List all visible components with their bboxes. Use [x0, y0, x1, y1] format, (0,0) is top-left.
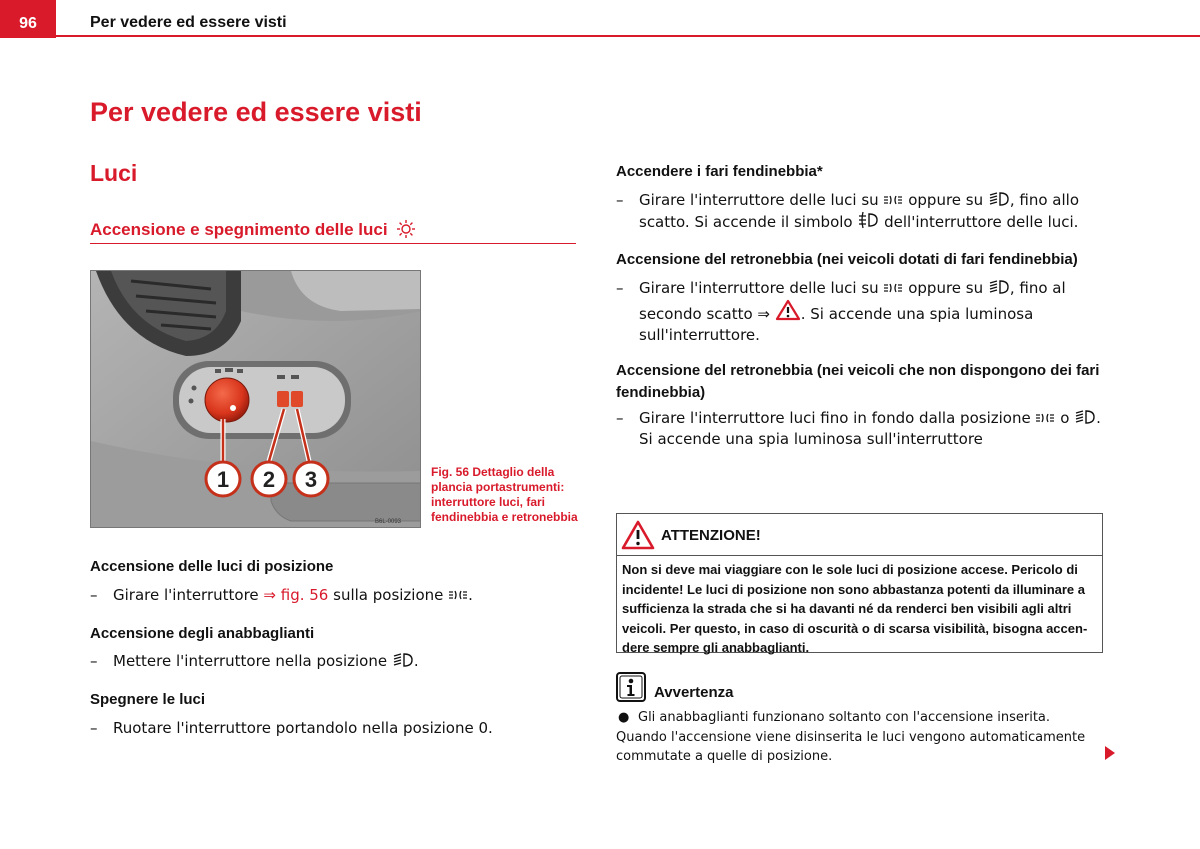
step-text: Ruotare l'interruttore portandolo nella posizione 0.	[113, 719, 493, 737]
note-text	[616, 708, 1102, 767]
next-page-arrow-icon[interactable]	[1104, 745, 1116, 761]
lights-off-step	[90, 718, 576, 739]
callout-2	[252, 462, 286, 496]
note-title: Avvertenza	[654, 684, 734, 701]
dash: –	[90, 652, 98, 670]
parking-light-icon	[883, 193, 903, 207]
low-beam-icon	[988, 191, 1010, 207]
fog-light-icon	[857, 211, 879, 229]
parking-light-icon	[883, 281, 903, 295]
step-text: Girare l'interruttore	[113, 586, 264, 604]
sun-icon	[396, 219, 416, 239]
step-text: oppure su	[903, 279, 988, 297]
warning-title: ATTENZIONE!	[661, 527, 761, 544]
note-body-text: Gli anabbaglianti funzionano soltanto con l'accensione inserita. Quando l'accensione viene disinserita le luci vengono automaticamente commutate a quelle di posizione.	[616, 710, 1086, 764]
callout-3	[294, 462, 328, 496]
parking-light-icon	[448, 588, 468, 602]
svg-text:2: 2	[262, 467, 276, 492]
header-rule	[56, 35, 1200, 37]
svg-text:1: 1	[216, 467, 230, 492]
rear-fog-step-2	[616, 408, 1102, 450]
callout-1	[206, 462, 240, 496]
dashboard-figure	[90, 270, 421, 528]
rear-fog-title-1: Accensione del retronebbia (nei veicoli dotati di fari fendinebbia)	[616, 251, 1078, 268]
dash: –	[616, 191, 624, 209]
dash: –	[616, 409, 624, 427]
parking-lights-title: Accensione delle luci di posizione	[90, 558, 334, 575]
warning-triangle-icon	[621, 520, 655, 550]
parking-lights-step	[90, 585, 576, 606]
page-title: Per vedere ed essere visti	[90, 97, 422, 127]
subsection-title-text: Accensione e spegnimento delle luci	[90, 220, 388, 239]
dash: –	[90, 719, 98, 737]
fog-lights-title: Accendere i fari fendinebbia*	[616, 163, 823, 180]
figure-caption: Fig. 56 Dettaglio della plancia portastrumenti: interruttore luci, fari fendinebbia e retronebbia	[431, 465, 578, 524]
fog-lights-step	[616, 190, 1102, 233]
low-beam-icon	[392, 652, 414, 668]
subsection-rule	[90, 243, 576, 244]
step-text: . Si accende una spia luminosa sull'interruttore.	[639, 305, 1034, 344]
step-text: dell'interruttore delle luci.	[879, 213, 1079, 231]
bullet: ●	[618, 710, 630, 725]
parking-light-icon	[1035, 411, 1055, 425]
warning-text: Non si deve mai viaggiare con le sole luci di posizione accese. Pericolo di incidente! Le luci di posizione non sono abbastanza potenti da illuminare a sufficienza la strada che si ha davanti né da renderci ben visibili agli altri veicoli. Per questo, in caso di oscurità o di scarsa visibilità, bisogna accendere sempre gli anabbaglianti.	[622, 562, 1088, 655]
step-text: , fino al secondo scatto ⇒	[639, 279, 1066, 323]
step-text: oppure su	[903, 191, 988, 209]
dash: –	[616, 279, 624, 297]
step-text: .	[468, 586, 473, 604]
step-text: o	[1055, 409, 1075, 427]
step-text: . Si accende una spia luminosa sull'interruttore	[639, 409, 1101, 448]
low-beam-icon	[988, 279, 1010, 295]
image-code: B6L-0093	[375, 519, 402, 525]
low-beam-icon	[1074, 409, 1096, 425]
subsection-title	[90, 219, 416, 240]
rear-fog-step-1	[616, 278, 1102, 346]
warning-triangle-icon[interactable]	[775, 299, 801, 321]
step-text: Mettere l'interruttore nella posizione	[113, 652, 392, 670]
section-title: Luci	[90, 160, 138, 186]
step-text: .	[413, 652, 419, 670]
low-beam-title: Accensione degli anabbaglianti	[90, 625, 315, 642]
rear-fog-title-2: Accensione del retronebbia (nei veicoli che non dispongono dei fari fendinebbia)	[616, 362, 1100, 401]
page-number: 96	[0, 0, 56, 38]
running-title: Per vedere ed essere visti	[90, 14, 287, 31]
svg-text:3: 3	[304, 467, 318, 492]
warning-header	[617, 514, 1102, 556]
step-text: Girare l'interruttore delle luci su	[639, 279, 884, 297]
step-text: Girare l'interruttore luci fino in fondo dalla posizione	[639, 409, 1036, 427]
dash: –	[90, 586, 98, 604]
low-beam-step	[90, 651, 576, 672]
lights-off-title: Spegnere le luci	[90, 691, 206, 708]
step-text: Girare l'interruttore delle luci su	[639, 191, 884, 209]
step-text: sulla posizione	[328, 586, 449, 604]
dashboard-illustration	[91, 271, 421, 528]
figure-link[interactable]: ⇒ fig. 56	[263, 586, 329, 604]
step-text: , fino allo scatto. Si accende il simbolo	[639, 191, 1080, 231]
info-icon	[616, 672, 646, 702]
warning-box	[616, 513, 1103, 653]
